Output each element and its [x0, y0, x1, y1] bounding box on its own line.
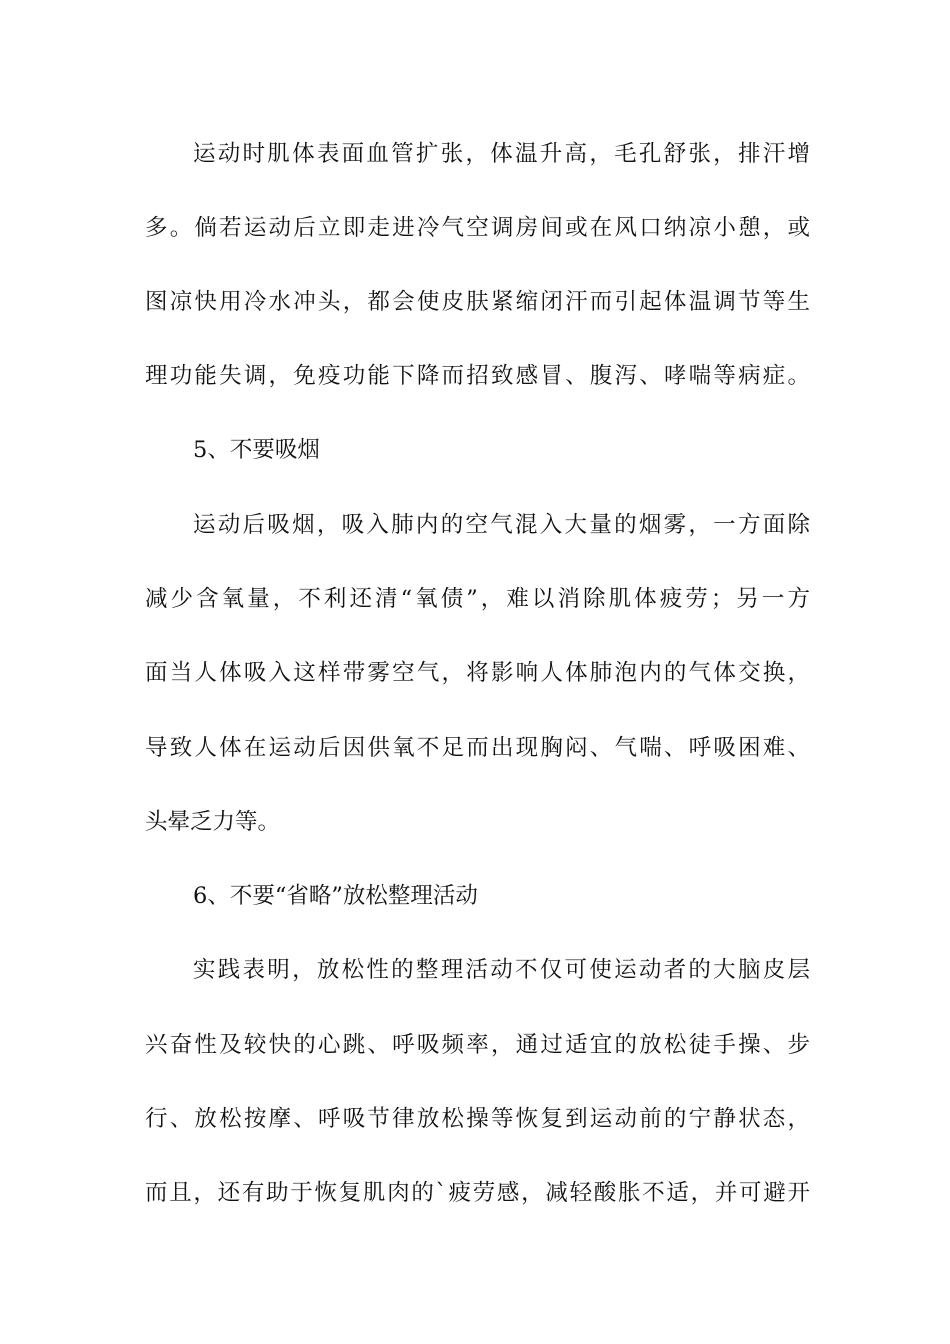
- section-heading-5: 5、不要吸烟: [193, 437, 320, 463]
- paragraph-2-line-2: 减少含氧量，不利还清“氧债”，难以消除肌体疲劳；另一方: [145, 586, 810, 612]
- paragraph-3-line-4: 而且，还有助于恢复肌肉的`疲劳感，减轻酸胀不适，并可避开: [145, 1180, 810, 1206]
- paragraph-3-line-1: 实践表明，放松性的整理活动不仅可使运动者的大脑皮层: [193, 957, 810, 983]
- section-heading-6: 6、不要“省略”放松整理活动: [193, 883, 478, 909]
- paragraph-1-line-3: 图凉快用冷水冲头，都会使皮肤紧缩闭汗而引起体温调节等生: [145, 289, 810, 315]
- paragraph-2-line-3: 面当人体吸入这样带雾空气，将影响人体肺泡内的气体交换，: [145, 660, 810, 686]
- paragraph-1-line-4: 理功能失调，免疫功能下降而招致感冒、腹泻、哮喘等病症。: [145, 363, 810, 389]
- paragraph-2-line-4: 导致人体在运动后因供氧不足而出现胸闷、气喘、呼吸困难、: [145, 735, 810, 761]
- paragraph-2-line-1: 运动后吸烟，吸入肺内的空气混入大量的烟雾，一方面除: [193, 512, 810, 538]
- paragraph-2-line-5: 头晕乏力等。: [145, 809, 281, 835]
- paragraph-1-line-1: 运动时肌体表面血管扩张，体温升高，毛孔舒张，排汗增: [193, 141, 810, 167]
- paragraph-1-line-2: 多。倘若运动后立即走进冷气空调房间或在风口纳凉小憩，或: [145, 215, 810, 241]
- paragraph-3-line-3: 行、放松按摩、呼吸节律放松操等恢复到运动前的宁静状态，: [145, 1106, 810, 1132]
- paragraph-3-line-2: 兴奋性及较快的心跳、呼吸频率，通过适宜的放松徒手操、步: [145, 1032, 810, 1058]
